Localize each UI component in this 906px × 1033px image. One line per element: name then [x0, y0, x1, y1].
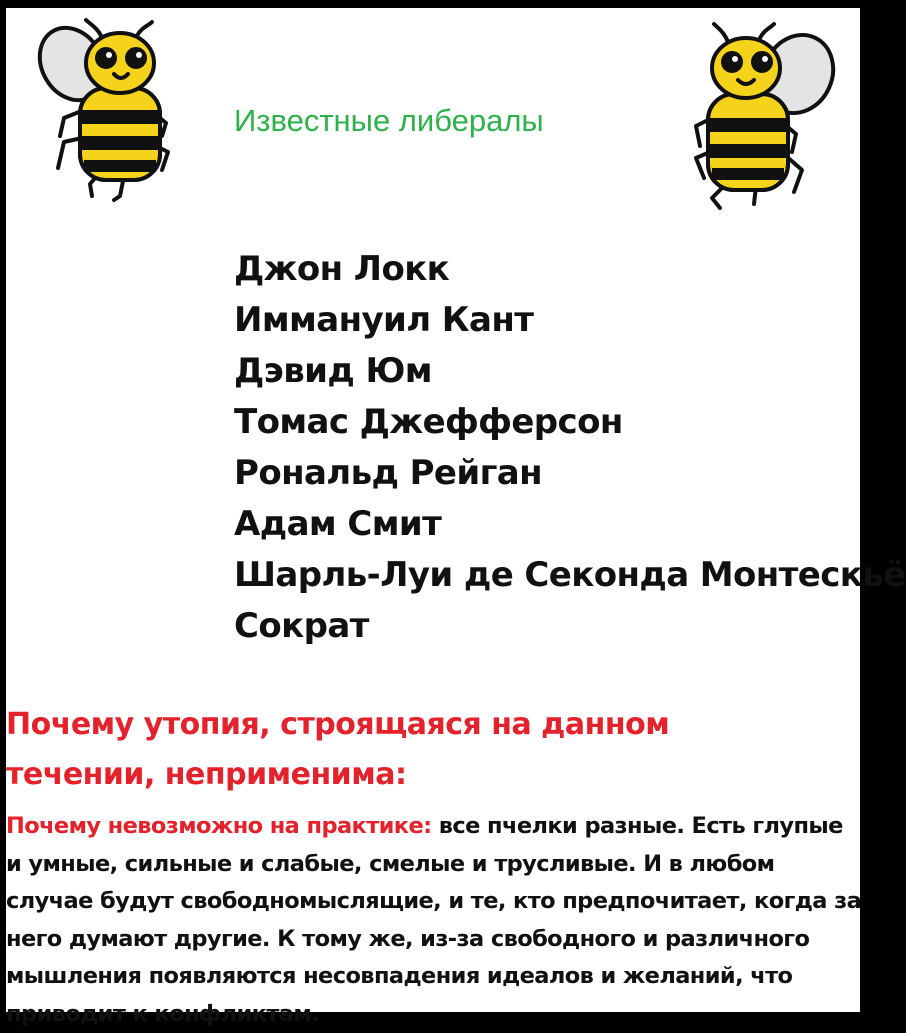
poster: [6, 8, 906, 1027]
page-title: Известные либералы: [234, 103, 544, 138]
list-item: Дэвид Юм: [234, 351, 432, 391]
list-item: Иммануил Кант: [234, 300, 534, 340]
list-item: Сократ: [234, 606, 369, 646]
section-heading: Почему утопия, строящаяся на данном течении, неприменима:: [6, 707, 670, 792]
list-item: Джон Локк: [234, 249, 450, 289]
section-paragraph: [6, 808, 862, 1033]
list-item: Рональд Рейган: [234, 453, 543, 493]
list-item: Томас Джефферсон: [234, 402, 623, 442]
list-item: Адам Смит: [234, 504, 442, 544]
bee-icon: [24, 18, 174, 203]
liberals-list: [234, 244, 906, 652]
bee-icon: [676, 22, 846, 212]
paragraph-text: все пчелки разные. Есть глупые и умные, сильные и слабые, смелые и трусливые. И в любом случае будут свободномыслящие, и те, кто предпочитает, когда за него думают другие. К тому же, из-за свободного и различного мышления появляются несовпадения идеалов и желаний, что приводит к конфликтам.: [6, 813, 862, 1027]
paragraph-lead: Почему невозможно на практике:: [6, 813, 432, 839]
list-item: Шарль-Луи де Секонда Монтескьё: [234, 555, 906, 595]
